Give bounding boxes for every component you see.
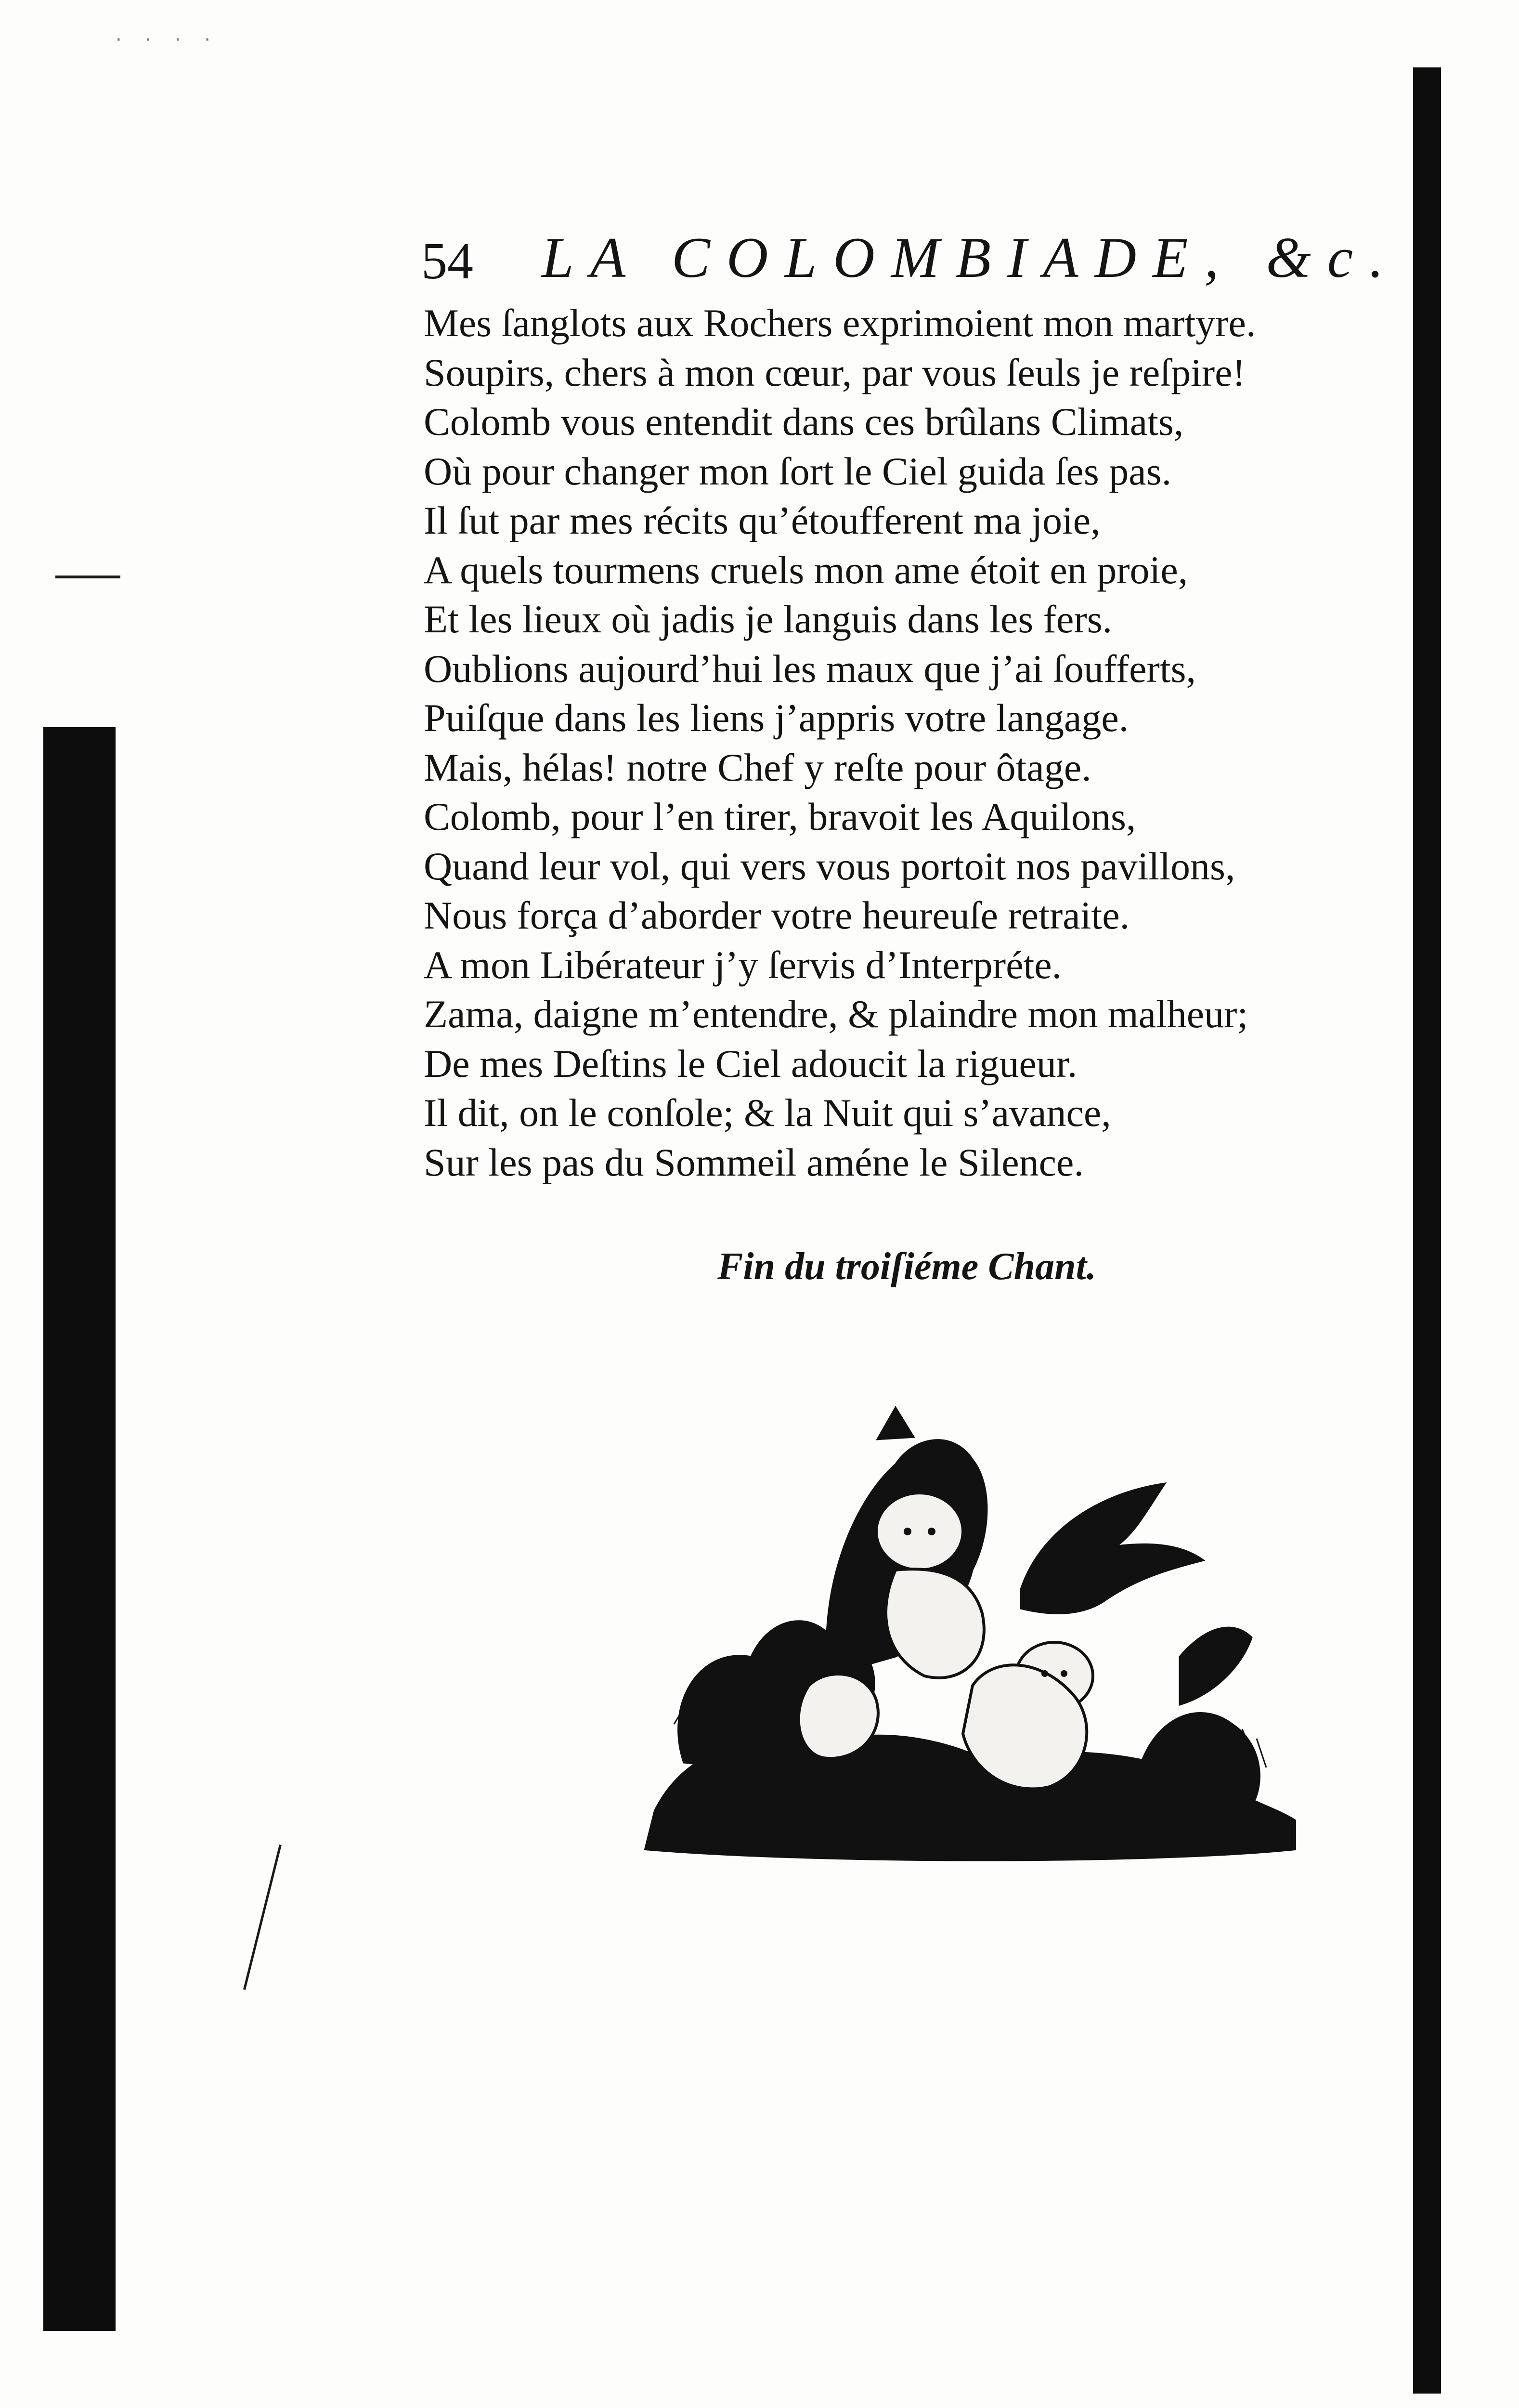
verse-line: Soupirs, chers à mon cœur, par vous ſeuls je reſpire! (424, 350, 1246, 394)
scan-specks-icon: · · · · (116, 29, 220, 51)
scan-edge-shadow-right (1413, 67, 1441, 2394)
page-number: 54 (421, 233, 473, 290)
scan-margin-mark (55, 576, 120, 578)
page-header (421, 225, 1401, 294)
canto-closing: Fin du troiſiéme Chant. (717, 1245, 1096, 1288)
verse-line: Colomb, pour l’en tirer, bravoit les Aquilons, (424, 795, 1136, 838)
vignette-engraving (626, 1387, 1310, 1869)
verse-line: Sur les pas du Sommeil améne le Silence. (424, 1140, 1084, 1184)
cherubs-ornament-icon (626, 1387, 1310, 1869)
verse-line: Colomb vous entendit dans ces brûlans Climats, (424, 400, 1184, 444)
verse-line: De mes Deſtins le Ciel adoucit la rigueur. (424, 1041, 1078, 1086)
scan-edge-shadow-left (43, 727, 116, 2331)
verse-line: Et les lieux où jadis je languis dans les fers. (424, 597, 1113, 641)
verse-line: Il dit, on le conſole; & la Nuit qui s’avance, (424, 1091, 1111, 1135)
verse-line: Il ſut par mes récits qu’étoufferent ma joie, (424, 498, 1101, 542)
scan-scratch-mark (243, 1845, 282, 1990)
verse-line: Où pour changer mon ſort le Ciel guida ſes pas. (424, 449, 1172, 493)
verse-line: Mes ſanglots aux Rochers exprimoient mon martyre. (424, 301, 1256, 345)
verse-line: Mais, hélas! notre Chef y reſte pour ôtage. (424, 745, 1091, 789)
running-title: LA COLOMBIADE, &c. (542, 225, 1401, 289)
verse-line: A quels tourmens cruels mon ame étoit en proie, (424, 548, 1188, 592)
verse-line: Nous força d’aborder votre heureuſe retraite. (424, 893, 1130, 937)
verse-line: Puiſque dans les liens j’appris votre langage. (424, 696, 1129, 740)
verse-block (424, 299, 1363, 1187)
verse-line: Zama, daigne m’entendre, & plaindre mon malheur; (424, 992, 1248, 1036)
verse-line: A mon Libérateur j’y ſervis d’Interpréte. (424, 942, 1062, 987)
verse-line: Oublions aujourd’hui les maux que j’ai ſoufferts, (424, 646, 1196, 691)
verse-line: Quand leur vol, qui vers vous portoit nos pavillons, (424, 844, 1235, 888)
